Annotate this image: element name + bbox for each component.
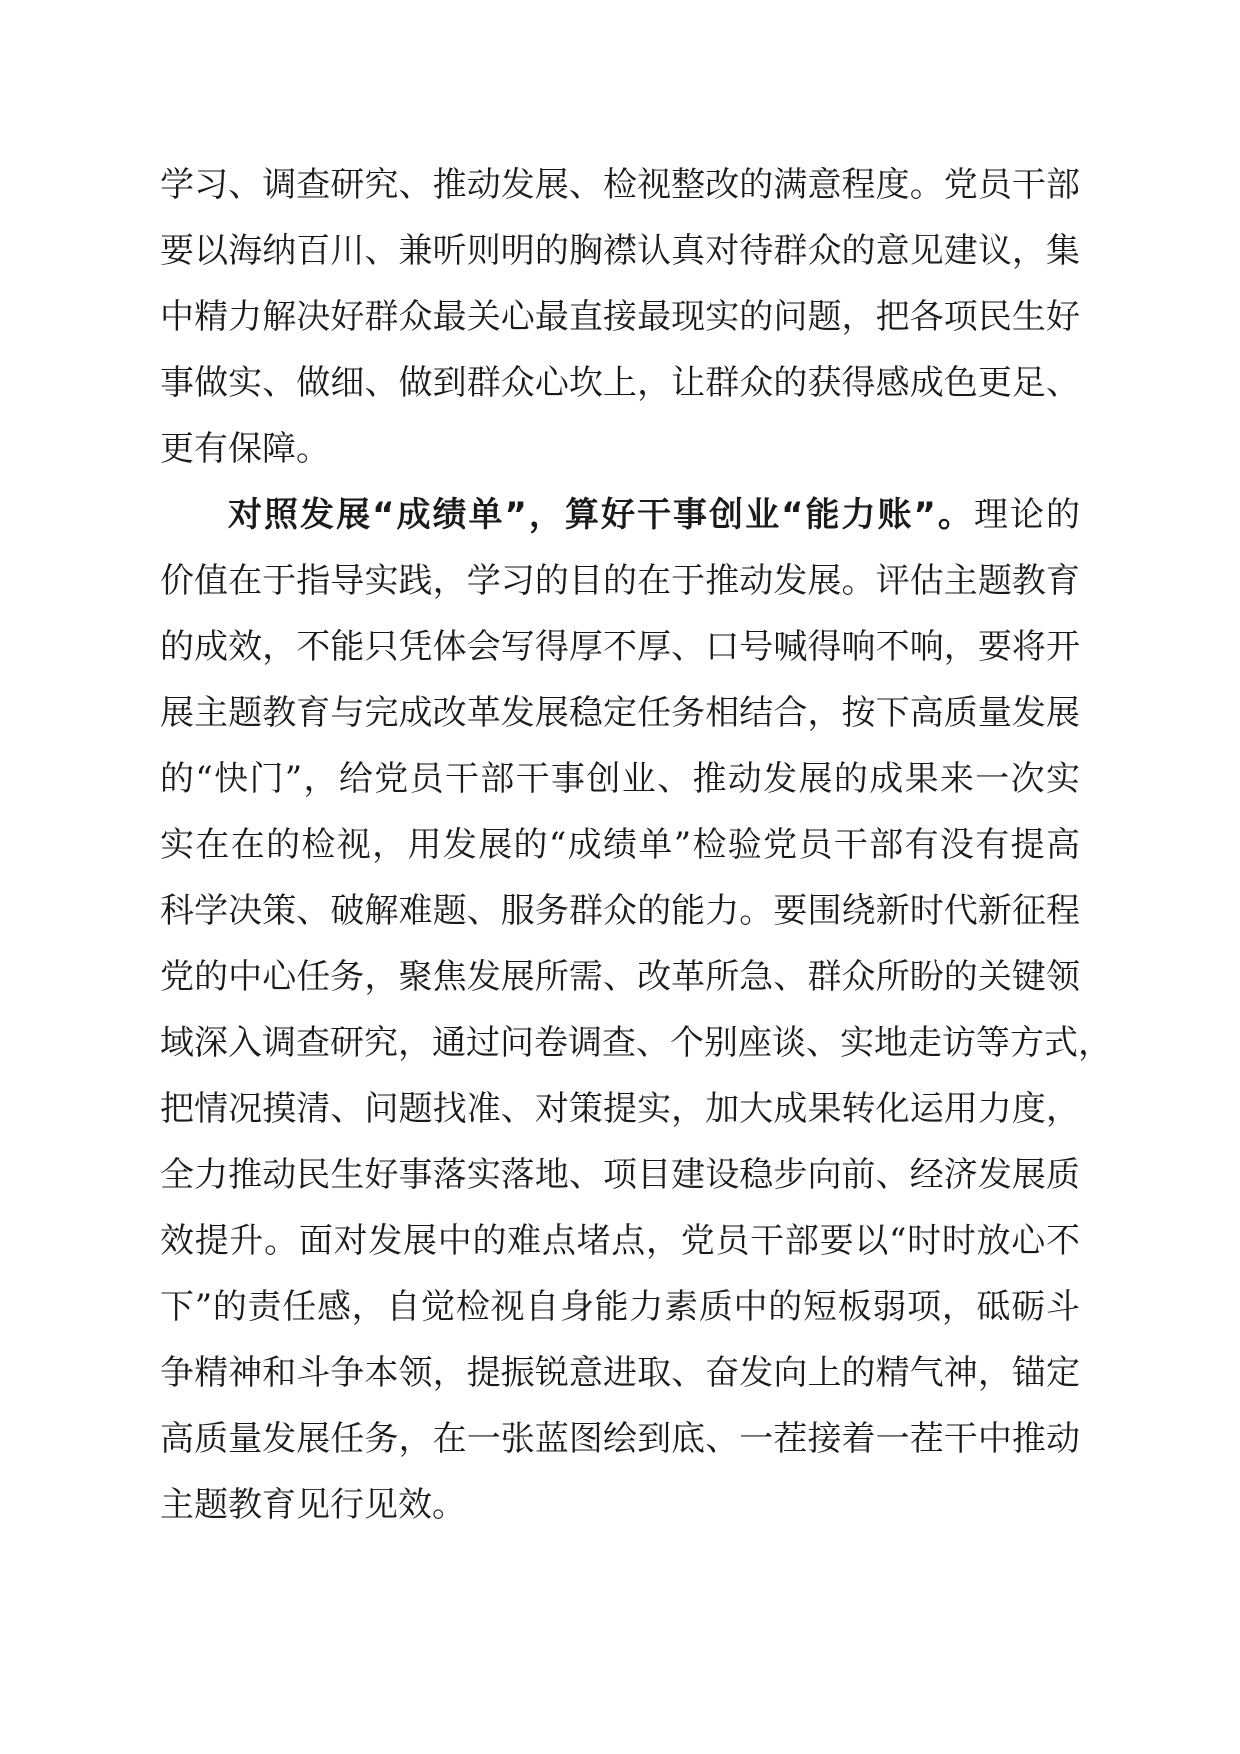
- paragraph-2-line-9: 域深入调查研究，通过问卷调查、个别座谈、实地走访等方式，: [160, 1023, 1112, 1063]
- paragraph-1-line-4: 事做实、做细、做到群众心坎上，让群众的获得感成色更足、: [160, 363, 1080, 403]
- paragraph-2-line-4: 展主题教育与完成改革发展稳定任务相结合，按下高质量发展: [160, 693, 1080, 733]
- paragraph-2-line-14: 争精神和斗争本领，提振锐意进取、奋发向上的精气神，锚定: [160, 1353, 1080, 1393]
- paragraph-2-line-5: 的“快门”，给党员干部干事创业、推动发展的成果来一次实: [160, 759, 1080, 799]
- paragraph-2-line-16: 主题教育见行见效。: [160, 1485, 466, 1525]
- paragraph-2-line-1: [228, 482, 1080, 548]
- paragraph-1-line-5: 更有保障。: [160, 429, 330, 469]
- paragraph-2-line-7: 科学决策、破解难题、服务群众的能力。要围绕新时代新征程: [160, 891, 1080, 931]
- paragraph-2-line-1-rest: 理论的: [973, 495, 1081, 535]
- paragraph-2-lead-heading: 对照发展“成绩单”，算好干事创业“能力账”。: [228, 495, 974, 535]
- paragraph-2-line-12: 效提升。面对发展中的难点堵点，党员干部要以“时时放心不: [160, 1221, 1080, 1261]
- paragraph-2-line-13: 下”的责任感，自觉检视自身能力素质中的短板弱项，砥砺斗: [160, 1287, 1080, 1327]
- paragraph-2-line-6: 实在在的检视，用发展的“成绩单”检验党员干部有没有提高: [160, 825, 1080, 865]
- paragraph-2-line-10: 把情况摸清、问题找准、对策提实，加大成果转化运用力度，: [160, 1089, 1080, 1129]
- paragraph-2-line-8: 党的中心任务，聚焦发展所需、改革所急、群众所盼的关键领: [160, 957, 1080, 997]
- paragraph-1-line-1: 学习、调查研究、推动发展、检视整改的满意程度。党员干部: [160, 165, 1080, 205]
- paragraph-2-line-3: 的成效，不能只凭体会写得厚不厚、口号喊得响不响，要将开: [160, 627, 1080, 667]
- paragraph-1-line-2: 要以海纳百川、兼听则明的胸襟认真对待群众的意见建议，集: [160, 231, 1080, 271]
- paragraph-2-line-11: 全力推动民生好事落实落地、项目建设稳步向前、经济发展质: [160, 1155, 1080, 1195]
- paragraph-2-line-2: 价值在于指导实践，学习的目的在于推动发展。评估主题教育: [160, 561, 1080, 601]
- paragraph-2-line-15: 高质量发展任务，在一张蓝图绘到底、一茬接着一茬干中推动: [160, 1419, 1080, 1459]
- paragraph-1-line-3: 中精力解决好群众最关心最直接最现实的问题，把各项民生好: [160, 297, 1080, 337]
